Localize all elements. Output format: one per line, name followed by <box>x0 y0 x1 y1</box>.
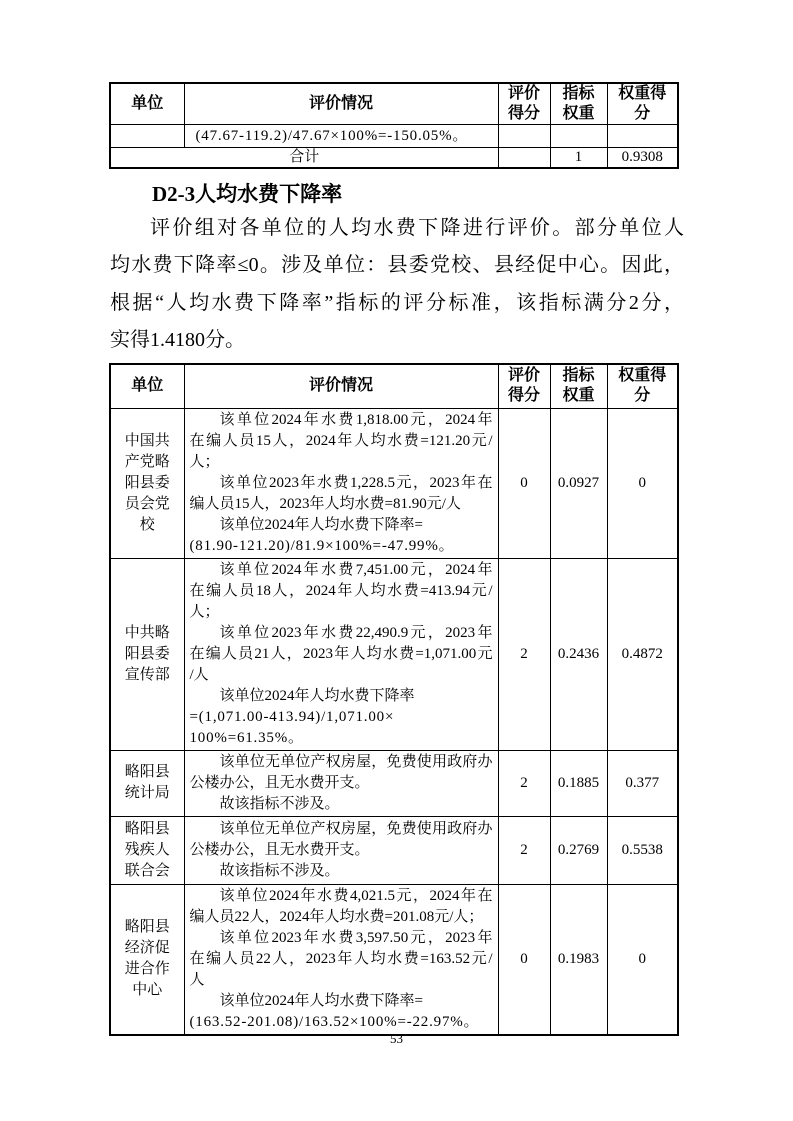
summary-table <box>109 82 679 169</box>
score-cell: 2 <box>498 750 550 816</box>
score-cell <box>498 148 550 169</box>
weight-cell: 0.2436 <box>550 558 607 750</box>
weighted-score-cell <box>607 125 678 148</box>
score-cell: 0 <box>498 884 550 1035</box>
score-cell: 2 <box>498 558 550 750</box>
text-line: 故该指标不涉及。 <box>219 795 340 812</box>
text-line: 该单位2024年水费7,451.00元，2024年 <box>219 561 493 578</box>
text-line: 编人员22人，2024年人均水费=201.08元/人； <box>189 908 484 925</box>
section-heading: D2-3人均水费下降率 <box>152 182 343 206</box>
column-header-unit: 单位 <box>110 83 184 125</box>
table-row <box>110 884 678 1035</box>
text-line: 该单位2024年水费1,818.00元，2024年 <box>219 411 493 428</box>
weight-cell <box>550 125 607 148</box>
score-cell: 2 <box>498 816 550 884</box>
text-line: 在编人员18人，2024年人均水费=413.94元/ <box>189 582 493 599</box>
table-header-row <box>110 364 678 408</box>
evaluation-cell <box>184 125 498 148</box>
column-header-weight: 指标权重 <box>550 83 607 125</box>
section-paragraph <box>110 210 684 360</box>
column-header-weight: 指标权重 <box>550 364 607 408</box>
text-line: 在编人员22人，2023年人均水费=163.52元/ <box>189 950 493 967</box>
text-line: =(1,071.00-413.94)/1,071.00× <box>189 708 395 725</box>
text-line: 该单位2024年水费4,021.5元，2024年在 <box>219 887 493 904</box>
text-line: 在编人员21人，2023年人均水费=1,071.00元 <box>189 645 493 662</box>
score-cell <box>498 125 550 148</box>
column-header-unit: 单位 <box>110 364 184 408</box>
text-line: /人 <box>189 666 209 683</box>
column-header-score: 评价得分 <box>498 364 550 408</box>
weight-cell: 0.2769 <box>550 816 607 884</box>
table-row <box>110 750 678 816</box>
evaluation-cell <box>184 558 498 750</box>
text-line: (81.90-121.20)/81.9×100%=-47.99%。 <box>189 537 455 554</box>
text-line: 实得1.4180分。 <box>110 329 245 352</box>
column-header-evaluation: 评价情况 <box>184 364 498 408</box>
text-line: (163.52-201.08)/163.52×100%=-22.97%。 <box>189 1013 480 1030</box>
unit-cell: 中国共产党略阳县委员会党校 <box>110 408 184 558</box>
weighted-score-cell: 0 <box>607 408 678 558</box>
weighted-score-cell: 0 <box>607 884 678 1035</box>
text-line: 该单位2023年水费1,228.5元，2023年在 <box>219 474 493 491</box>
score-cell: 0 <box>498 408 550 558</box>
text-line: 在编人员15人，2024年人均水费=121.20元/ <box>189 432 493 449</box>
unit-cell <box>110 125 184 148</box>
table-row <box>110 408 678 558</box>
evaluation-cell <box>184 884 498 1035</box>
text-line: 评价组对各单位的人均水费下降进行评价。部分单位人 <box>150 217 684 239</box>
evaluation-cell <box>184 408 498 558</box>
unit-cell: 略阳县统计局 <box>110 750 184 816</box>
unit-cell: 略阳县经济促进合作中心 <box>110 884 184 1035</box>
text-line: 故该指标不涉及。 <box>219 862 340 879</box>
text-line: 人； <box>189 603 220 620</box>
text-line: 该单位2024年人均水费下降率= <box>219 992 423 1009</box>
text-line: 100%=61.35%。 <box>189 729 304 746</box>
column-header-weighted-score: 权重得分 <box>607 364 678 408</box>
weight-cell: 0.0927 <box>550 408 607 558</box>
page-number: 53 <box>390 1031 403 1046</box>
weight-cell: 0.1983 <box>550 884 607 1035</box>
column-header-evaluation: 评价情况 <box>184 83 498 125</box>
text-line: 人 <box>189 971 205 988</box>
text-line: 根据“人均水费下降率”指标的评分标准，该指标满分2分， <box>110 291 684 314</box>
text-line: 该单位无单位产权房屋，免费使用政府办 <box>219 820 493 837</box>
text-line: 均水费下降率≤0。涉及单位：县委党校、县经促中心。因此， <box>110 254 684 277</box>
weight-cell: 1 <box>550 148 607 169</box>
text-line: 该单位2024年人均水费下降率= <box>219 516 423 533</box>
unit-cell: 中共略阳县委宣传部 <box>110 558 184 750</box>
column-header-weighted-score: 权重得分 <box>607 83 678 125</box>
evaluation-cell <box>184 816 498 884</box>
table-header-row <box>110 83 678 125</box>
text-line: 该单位2023年水费3,597.50元，2023年 <box>219 929 493 946</box>
text-line: 公楼办公，且无水费开支。 <box>189 841 370 858</box>
text-line: 该单位无单位产权房屋，免费使用政府办 <box>219 753 493 770</box>
text-line: 该单位2024年人均水费下降率 <box>219 687 415 704</box>
unit-cell: 略阳县残疾人联合会 <box>110 816 184 884</box>
evaluation-table <box>109 363 679 1036</box>
text-line: 人； <box>189 453 220 470</box>
weighted-score-cell: 0.5538 <box>607 816 678 884</box>
weighted-score-cell: 0.9308 <box>607 148 678 169</box>
weighted-score-cell: 0.377 <box>607 750 678 816</box>
column-header-score: 评价得分 <box>498 83 550 125</box>
evaluation-cell <box>184 750 498 816</box>
text-line: 编人员15人，2023年人均水费=81.90元/人 <box>189 495 461 512</box>
weighted-score-cell: 0.4872 <box>607 558 678 750</box>
total-label-cell: 合计 <box>110 148 498 169</box>
table-row <box>110 558 678 750</box>
text-line: 公楼办公，且无水费开支。 <box>189 774 370 791</box>
total-row <box>110 148 678 169</box>
table-row <box>110 125 678 148</box>
text-line: 该单位2023年水费22,490.9元，2023年 <box>219 624 493 641</box>
text-line: (47.67-119.2)/47.67×100%=-150.05%。 <box>195 128 469 144</box>
weight-cell: 0.1885 <box>550 750 607 816</box>
table-row <box>110 816 678 884</box>
